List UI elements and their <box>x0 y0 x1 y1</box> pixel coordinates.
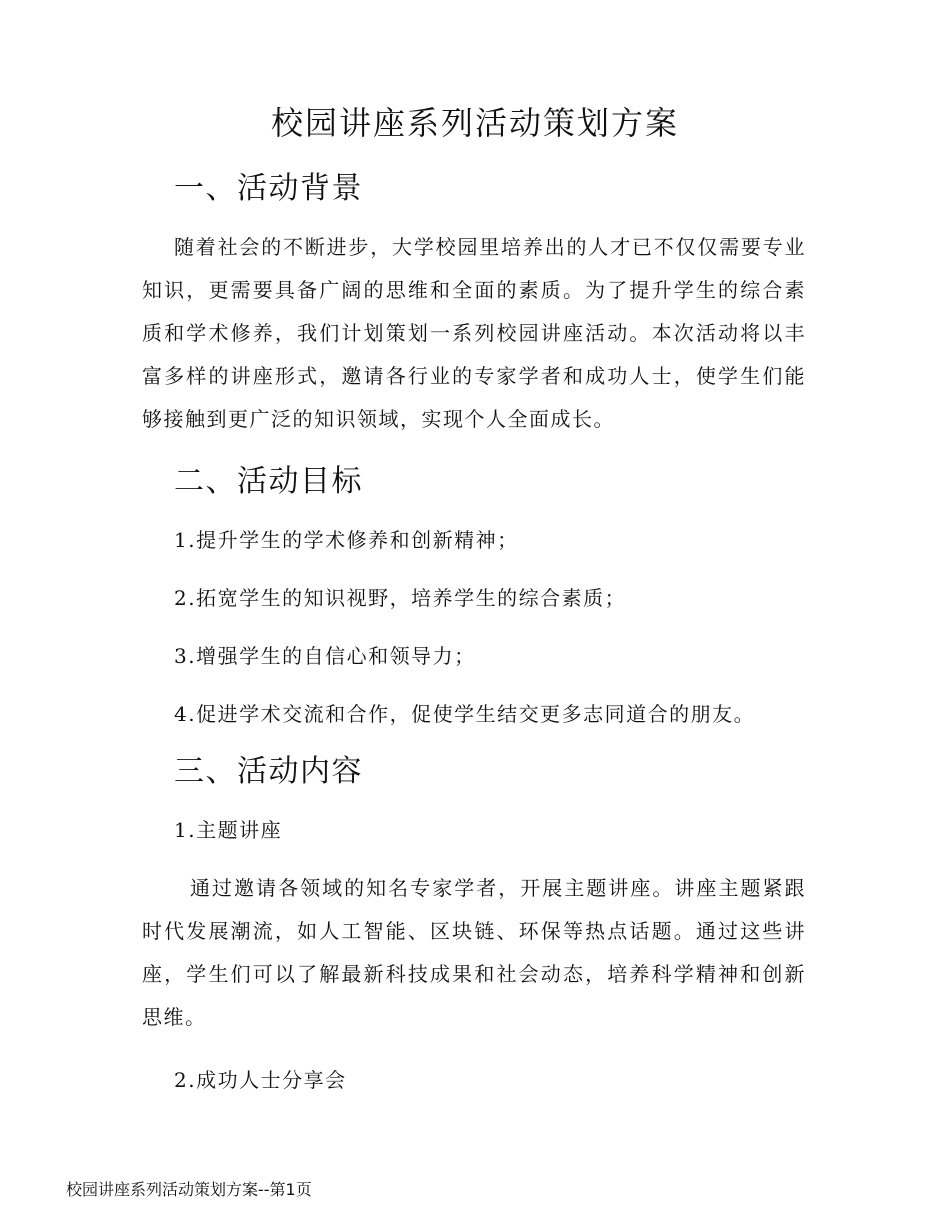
background-paragraph: 随着社会的不断进步，大学校园里培养出的人才已不仅仅需要专业知识，更需要具备广阔的思维和全面的素质。为了提升学生的综合素质和学术修养，我们计划策划一系列校园讲座活动。本次活动将以丰富多样的讲座形式，邀请各行业的专家学者和成功人士，使学生们能够接触到更广泛的知识领域，实现个人全面成长。 <box>142 235 806 431</box>
content-sub-heading-1: 1.主题讲座 <box>174 818 283 842</box>
content-sub1-paragraph: 通过邀请各领域的知名专家学者，开展主题讲座。讲座主题紧跟时代发展潮流，如人工智能、区块链、环保等热点话题。通过这些讲座，学生们可以了解最新科技成果和社会动态，培养科学精神和创新思维。 <box>142 876 806 1029</box>
goal-item-2: 2.拓宽学生的知识视野，培养学生的综合素质； <box>174 586 627 610</box>
document-body <box>142 168 806 1101</box>
document-title: 校园讲座系列活动策划方案 <box>270 104 679 142</box>
section-heading-goals: 二、活动目标 <box>174 464 363 499</box>
section-heading-content: 三、活动内容 <box>174 754 363 789</box>
goal-item-4: 4.促进学术交流和合作，促使学生结交更多志同道合的朋友。 <box>174 702 756 726</box>
page-footer: 校园讲座系列活动策划方案--第1页 <box>66 1180 312 1199</box>
goal-item-1: 1.提升学生的学术修养和创新精神； <box>174 528 519 552</box>
section-heading-background: 一、活动背景 <box>174 171 363 206</box>
goal-item-3: 3.增强学生的自信心和领导力； <box>174 644 476 668</box>
content-sub-heading-2: 2.成功人士分享会 <box>174 1068 347 1092</box>
